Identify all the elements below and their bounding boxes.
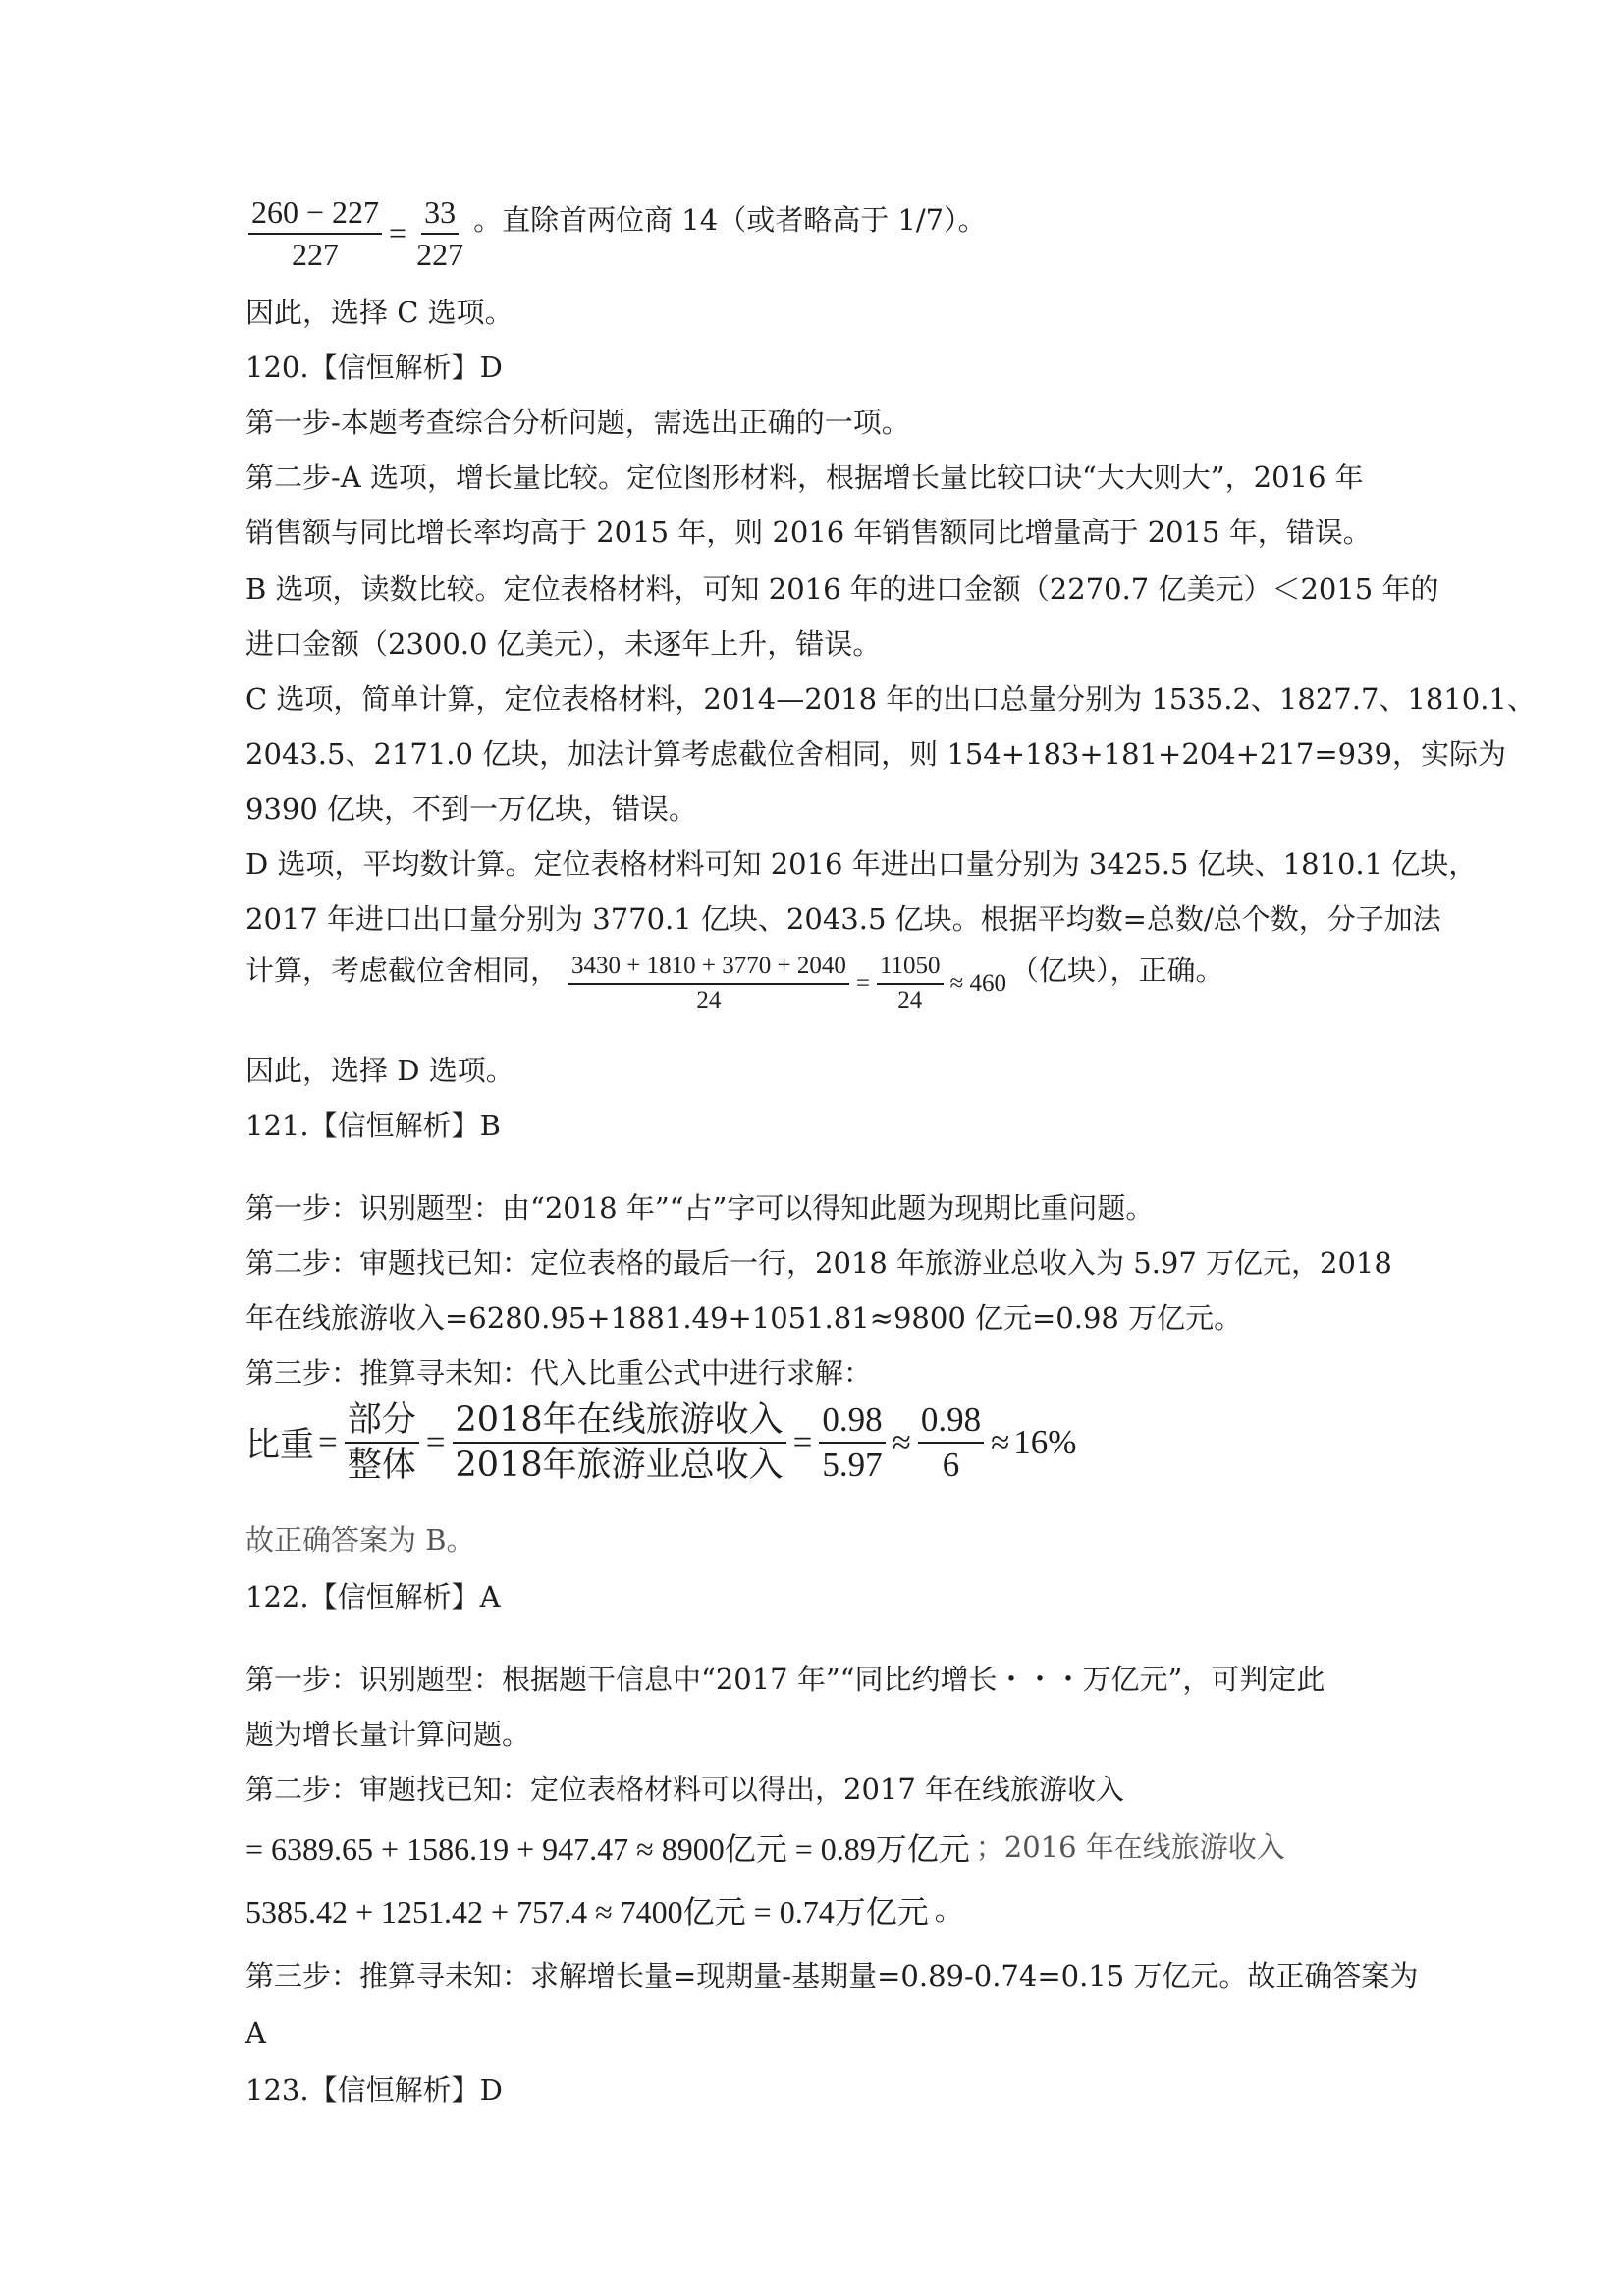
q120-option-d-line2: 2017 年进口出口量分别为 3770.1 亿块、2043.5 亿块。根据平均数=总数/总个数，分子加法 — [245, 902, 1441, 936]
q121-step2-line2: 年在线旅游收入=6280.95+1881.49+1051.81≈9800 亿元=0.98 万亿元。 — [245, 1301, 1243, 1335]
q120-approx: ≈ 460 — [949, 969, 1006, 997]
q121-heading: 121.【信恒解析】B — [245, 1109, 501, 1142]
intro-rhs-numerator: 33 — [421, 194, 459, 235]
q121-eq2: = — [425, 1423, 446, 1462]
q122-calc2-post: 。 — [934, 1893, 963, 1927]
q121-value-numerator: 0.98 — [819, 1400, 885, 1444]
choose-c-text: 因此，选择 C 选项。 — [245, 296, 514, 329]
q121-ratio-formula — [245, 1400, 1076, 1486]
intro-rhs-denominator: 227 — [416, 236, 464, 272]
q122-heading: 122.【信恒解析】A — [245, 1580, 501, 1613]
q123-heading: 123.【信恒解析】D — [245, 2073, 503, 2106]
q122-step2: 第二步：审题找已知：定位表格材料可以得出，2017 年在线旅游收入 — [245, 1773, 1125, 1806]
intro-fraction-rhs — [413, 194, 466, 273]
q122-step3-line2: A — [245, 2016, 266, 2050]
q121-rounded-numerator: 0.98 — [918, 1400, 984, 1444]
intro-formula-line — [245, 194, 987, 273]
q121-value-fraction — [819, 1400, 885, 1486]
q121-whole: 整体 — [347, 1446, 416, 1486]
q122-step3-line1: 第三步：推算寻未知：求解增长量=现期量-基期量=0.89-0.74=0.15 万亿元。故正确答案为 — [245, 1959, 1419, 1993]
q121-step3: 第三步：推算寻未知：代入比重公式中进行求解： — [245, 1356, 873, 1390]
q122-step1-line2: 题为增长量计算问题。 — [245, 1718, 531, 1751]
q120-option-b-line2: 进口金额（2300.0 亿美元），未逐年上升，错误。 — [245, 628, 882, 661]
q120-heading: 120.【信恒解析】D — [245, 351, 503, 384]
q122-calc1-post: ；2016 年在线旅游收入 — [975, 1831, 1285, 1864]
intro-fraction — [248, 194, 382, 273]
q120-step1: 第一步-本题考查综合分析问题，需选出正确的一项。 — [245, 406, 910, 439]
q120-result-numerator: 11050 — [877, 953, 944, 985]
q122-calc-line2 — [245, 1887, 963, 1933]
q121-answer: 故正确答案为 B。 — [245, 1523, 475, 1557]
q120-option-d-line1: D 选项，平均数计算。定位表格材料可知 2016 年进出口量分别为 3425.5 亿块、1810.1 亿块， — [245, 847, 1478, 881]
q121-result: 16% — [1013, 1423, 1077, 1462]
q120-option-a-line2: 销售额与同比增长率均高于 2015 年，则 2016 年销售额同比增量高于 2015 年，错误。 — [245, 516, 1372, 549]
q121-income-fraction — [453, 1400, 786, 1486]
q121-total-income: 2018年旅游业总收入 — [455, 1446, 784, 1486]
q121-part-whole-fraction — [345, 1400, 419, 1486]
choose-d-text: 因此，选择 D 选项。 — [245, 1054, 514, 1087]
q121-lhs: 比重 — [245, 1426, 315, 1466]
q121-rounded-fraction — [918, 1400, 984, 1486]
q121-part: 部分 — [345, 1400, 419, 1444]
q121-eq1: = — [318, 1423, 338, 1462]
q121-online-income: 2018年在线旅游收入 — [453, 1400, 786, 1444]
intro-numerator: 260 − 227 — [248, 194, 382, 235]
q120-option-a-line1: 第二步-A 选项，增长量比较。定位图形材料，根据增长量比较口诀“大大则大”，2016 年 — [245, 461, 1364, 494]
q120-equals: = — [855, 969, 870, 997]
q121-approx1: ≈ — [892, 1423, 911, 1462]
q120-option-d-formula-line — [245, 953, 1224, 1015]
q120-result-fraction — [877, 953, 944, 1015]
q121-rounded-denominator: 6 — [942, 1446, 960, 1485]
intro-equals: = — [389, 215, 407, 251]
q120-sum-fraction — [568, 953, 849, 1015]
intro-tail-text: 。直除首两位商 14（或者略高于 1/7）。 — [473, 202, 987, 237]
q121-step2-line1: 第二步：审题找已知：定位表格的最后一行，2018 年旅游业总收入为 5.97 万亿元，2018 — [245, 1246, 1392, 1280]
q120-option-b-line1: B 选项，读数比较。定位表格材料，可知 2016 年的进口金额（2270.7 亿美元）＜2015 年的 — [245, 573, 1439, 606]
q121-approx2: ≈ — [991, 1423, 1010, 1462]
q122-calc-line1 — [245, 1825, 1285, 1870]
q122-calc2: 5385.42 + 1251.42 + 757.4 ≈ 7400亿元 = 0.74万亿元 — [245, 1894, 929, 1930]
q120-option-d-post: （亿块），正确。 — [1010, 953, 1224, 987]
q122-calc1: = 6389.65 + 1586.19 + 947.47 ≈ 8900亿元 = 0.89万亿元 — [245, 1831, 970, 1867]
q120-sum-denominator: 24 — [696, 986, 722, 1013]
intro-denominator: 227 — [292, 236, 340, 272]
q122-step1-line1: 第一步：识别题型：根据题干信息中“2017 年”“同比约增长・・・万亿元”，可判定此 — [245, 1663, 1325, 1696]
q120-sum-numerator: 3430 + 1810 + 3770 + 2040 — [568, 953, 849, 985]
q120-option-d-pre: 计算，考虑截位舍相同， — [245, 953, 560, 987]
q120-option-c-line3: 9390 亿块，不到一万亿块，错误。 — [245, 793, 698, 826]
q121-value-denominator: 5.97 — [822, 1446, 883, 1485]
q120-option-c-line2: 2043.5、2171.0 亿块，加法计算考虑截位舍相同，则 154+183+181+204+217=939，实际为 — [245, 738, 1506, 771]
q121-eq3: = — [792, 1423, 813, 1462]
q121-step1: 第一步：识别题型：由“2018 年”“占”字可以得知此题为现期比重问题。 — [245, 1191, 1155, 1225]
q120-result-denominator: 24 — [897, 986, 923, 1013]
q120-option-c-line1: C 选项，简单计算，定位表格材料，2014—2018 年的出口总量分别为 1535.2、1827.7、1810.1、 — [245, 683, 1536, 716]
